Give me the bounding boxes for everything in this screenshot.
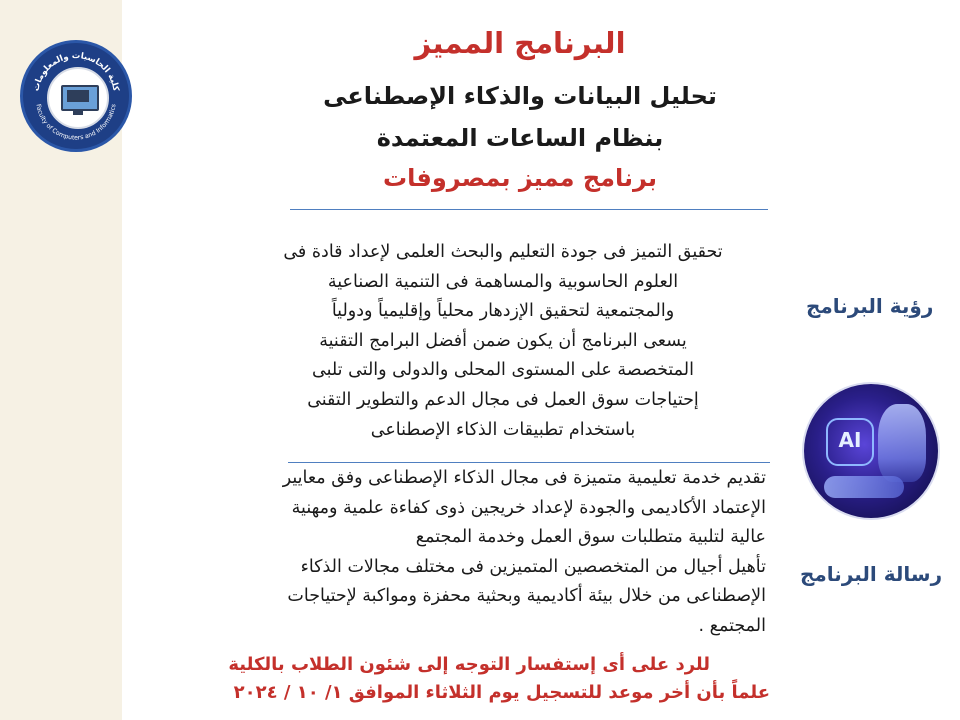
vision-line: تحقيق التميز فى جودة التعليم والبحث العلمى لإعداد قادة فى — [283, 242, 723, 262]
page-title: البرنامج المميز — [414, 26, 626, 60]
ai-badge-text: AI — [838, 428, 862, 452]
vision-line: باستخدام تطبيقات الذكاء الإصطناعى — [370, 419, 636, 440]
vision-line: والمجتمعية لتحقيق الإزدهار محلياً وإقليمياً ودولياً — [331, 301, 675, 322]
vision-line: يسعى البرنامج أن يكون ضمن أفضل البرامج التقنية — [319, 330, 687, 351]
mission-line: عالية لتلبية متطلبات سوق العمل وخدمة المجتمع — [415, 527, 766, 548]
mission-line: الإعتماد الأكاديمى والجودة لإعداد خريجين ذوى كفاءة علمية ومهنية — [291, 497, 766, 518]
mission-label: رسالة البرنامج — [800, 562, 943, 586]
credit-system: بنظام الساعات المعتمدة — [376, 124, 664, 152]
divider-top — [290, 209, 768, 210]
program-name: تحليل البيانات والذكاء الإصطناعى — [323, 82, 717, 110]
vision-text — [240, 238, 766, 445]
vision-line: العلوم الحاسوبية والمساهمة فى التنمية الصناعية — [327, 271, 679, 292]
vision-line: إحتياجات سوق العمل فى مجال الدعم والتطوير التقنى — [307, 389, 699, 410]
mission-line: تأهيل أجيال من المتخصصين المتميزين فى مختلف مجالات الذكاء — [300, 556, 766, 577]
vision-label: رؤية البرنامج — [806, 294, 934, 318]
monitor-screen — [67, 90, 89, 102]
robot-hand — [824, 476, 904, 498]
inquiry-note: للرد على أى إستفسار التوجه إلى شئون الطلاب بالكلية — [228, 654, 710, 675]
mission-line: الإصطناعى من خلال بيئة أكاديمية وبحثية محفزة ومواكبة لإحتياجات — [287, 586, 766, 607]
mission-text — [210, 464, 766, 642]
monitor-stand — [73, 109, 83, 115]
mission-line: المجتمع . — [698, 615, 766, 636]
logo-ring-text-top: كلية الحاسبات والمعلومات — [31, 51, 121, 93]
divider-middle — [288, 462, 770, 463]
logo-inner-disc — [47, 67, 109, 129]
fees-note: برنامج مميز بمصروفات — [383, 164, 657, 192]
registration-deadline: علماً بأن أخر موعد للتسجيل يوم الثلاثاء الموافق ١/ ١٠ / ٢٠٢٤ — [233, 682, 770, 703]
faculty-logo-icon — [20, 40, 132, 152]
vision-line: المتخصصة على المستوى المحلى والدولى والتى تلبى — [312, 360, 694, 381]
robot-face — [878, 404, 926, 482]
logo-ring-text-bottom: Faculty of Computers and Informatics — [34, 103, 118, 142]
ai-badge — [826, 418, 874, 466]
mission-line: تقديم خدمة تعليمية متميزة فى مجال الذكاء الإصطناعى وفق معايير — [282, 468, 766, 488]
ai-robot-illustration-icon — [804, 384, 938, 518]
